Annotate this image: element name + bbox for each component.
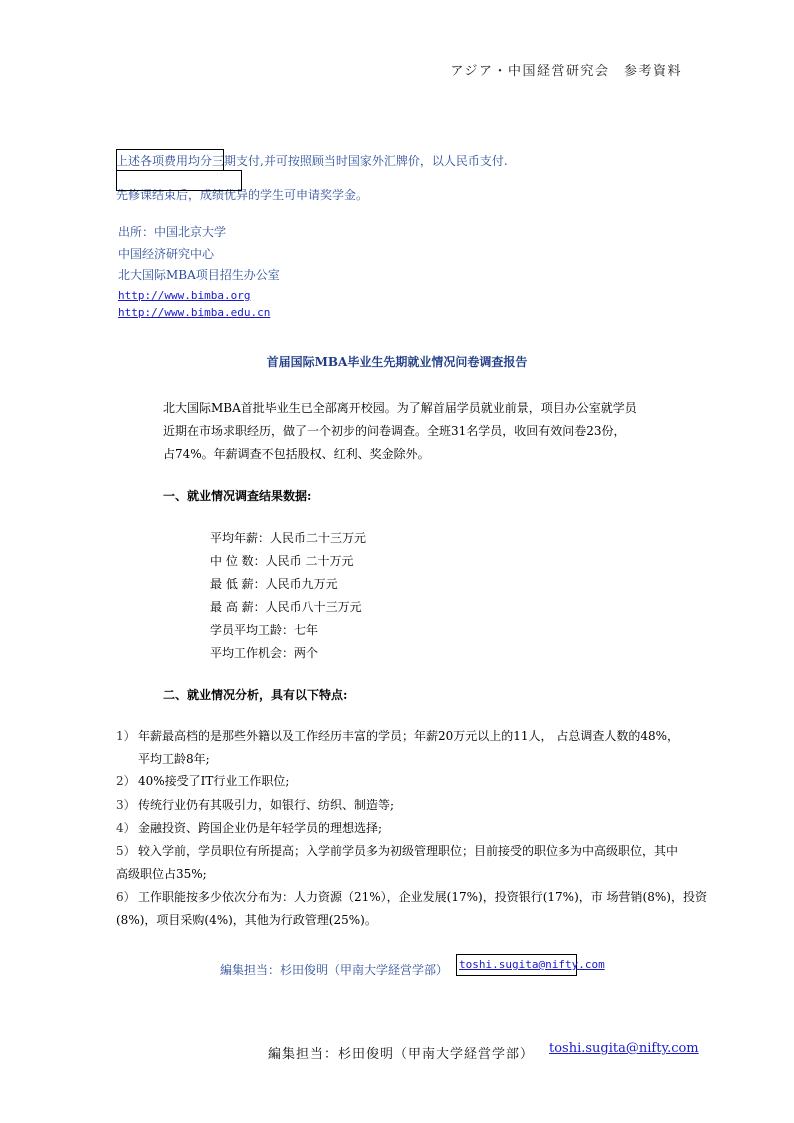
highlight-box xyxy=(116,149,224,171)
footer-credit: 編集担当：杉田俊明（甲南大学経営学部） xyxy=(268,1047,535,1062)
editor-credit: 編集担当：杉田俊明（甲南大学経営学部） xyxy=(220,963,449,977)
item-text: 工作职能按多少依次分布为：人力资源（21%），企业发展(17%)，投资银行(17%)，市 场营销(8%)，投资 xyxy=(138,890,707,904)
stat-line: 学员平均工龄：七年 xyxy=(210,623,319,637)
stat-line: 平均工作机会：两个 xyxy=(210,646,319,660)
item-text: 传统行业仍有其吸引力，如银行、纺织、制造等; xyxy=(138,798,395,812)
source-line: 北大国际MBA项目招生办公室 xyxy=(118,268,280,282)
item-continuation: 高级职位占35%; xyxy=(116,867,207,881)
list-item xyxy=(116,888,707,905)
source-line: 中国经济研究中心 xyxy=(118,247,215,261)
intro-line: 近期在市场求职经历，做了一个初步的问卷调查。全班31名学员，收回有效问卷23份， xyxy=(163,424,626,438)
list-item xyxy=(116,842,678,859)
highlight-box xyxy=(116,170,242,191)
section-title: 一、就业情况调查结果数据: xyxy=(163,489,312,503)
list-item xyxy=(116,796,394,813)
stat-line: 最 高 薪：人民币八十三万元 xyxy=(210,600,362,614)
intro-line: 北大国际MBA首批毕业生已全部离开校园。为了解首届学员就业前景，项目办公室就学员 xyxy=(163,401,637,415)
item-text: 40%接受了IT行业工作职位; xyxy=(138,774,290,788)
source-line: 出所：中国北京大学 xyxy=(118,225,227,239)
list-item xyxy=(116,772,289,789)
list-item xyxy=(116,727,679,744)
item-number: 3） xyxy=(116,798,136,812)
item-number: 4） xyxy=(116,821,136,835)
item-text: 金融投资、跨国企业仍是年轻学员的理想选择; xyxy=(138,821,383,835)
list-item xyxy=(116,819,382,836)
payment-note: 上述各项费用均分三期支付,并可按照顾当时国家外汇牌价，以人民币支付. xyxy=(116,154,508,168)
intro-line: 占74%。年薪调查不包括股权、红利、奖金除外。 xyxy=(163,447,430,461)
stat-line: 最 低 薪：人民币九万元 xyxy=(210,577,338,591)
item-number: 1） xyxy=(116,729,136,743)
document-header: アジア・中国経営研究会 参考資料 xyxy=(450,64,682,79)
item-number: 6） xyxy=(116,890,136,904)
item-continuation: 平均工龄8年; xyxy=(138,752,210,766)
stat-line: 中 位 数：人民币 二十万元 xyxy=(210,554,354,568)
item-continuation: (8%)，项目采购(4%)，其他为行政管理(25%)。 xyxy=(116,913,377,927)
editor-email-link[interactable]: toshi.sugita@nifty.com xyxy=(459,958,605,971)
report-title: 首届国际MBA毕业生先期就业情况问卷调查报告 xyxy=(266,355,528,369)
divider xyxy=(116,190,242,191)
item-text: 年薪最高档的是那些外籍以及工作经历丰富的学员；年薪20万元以上的11人， 占总调查人数的48%， xyxy=(138,729,680,743)
item-number: 2） xyxy=(116,774,136,788)
bimba-org-link[interactable]: http://www.bimba.org xyxy=(118,289,251,302)
bimba-edu-link[interactable]: http://www.bimba.edu.cn xyxy=(118,306,271,319)
item-number: 5） xyxy=(116,844,136,858)
scholarship-note: 先修课结束后，成绩优异的学生可申请奖学金。 xyxy=(116,188,369,202)
item-text: 较入学前，学员职位有所提高；入学前学员多为初级管理职位；目前接受的职位多为中高级职位，其中 xyxy=(138,844,679,858)
stat-line: 平均年薪：人民币二十三万元 xyxy=(210,531,367,545)
section-title: 二、就业情况分析，具有以下特点: xyxy=(163,688,348,702)
footer-email-link[interactable]: toshi.sugita@nifty.com xyxy=(549,1041,699,1056)
